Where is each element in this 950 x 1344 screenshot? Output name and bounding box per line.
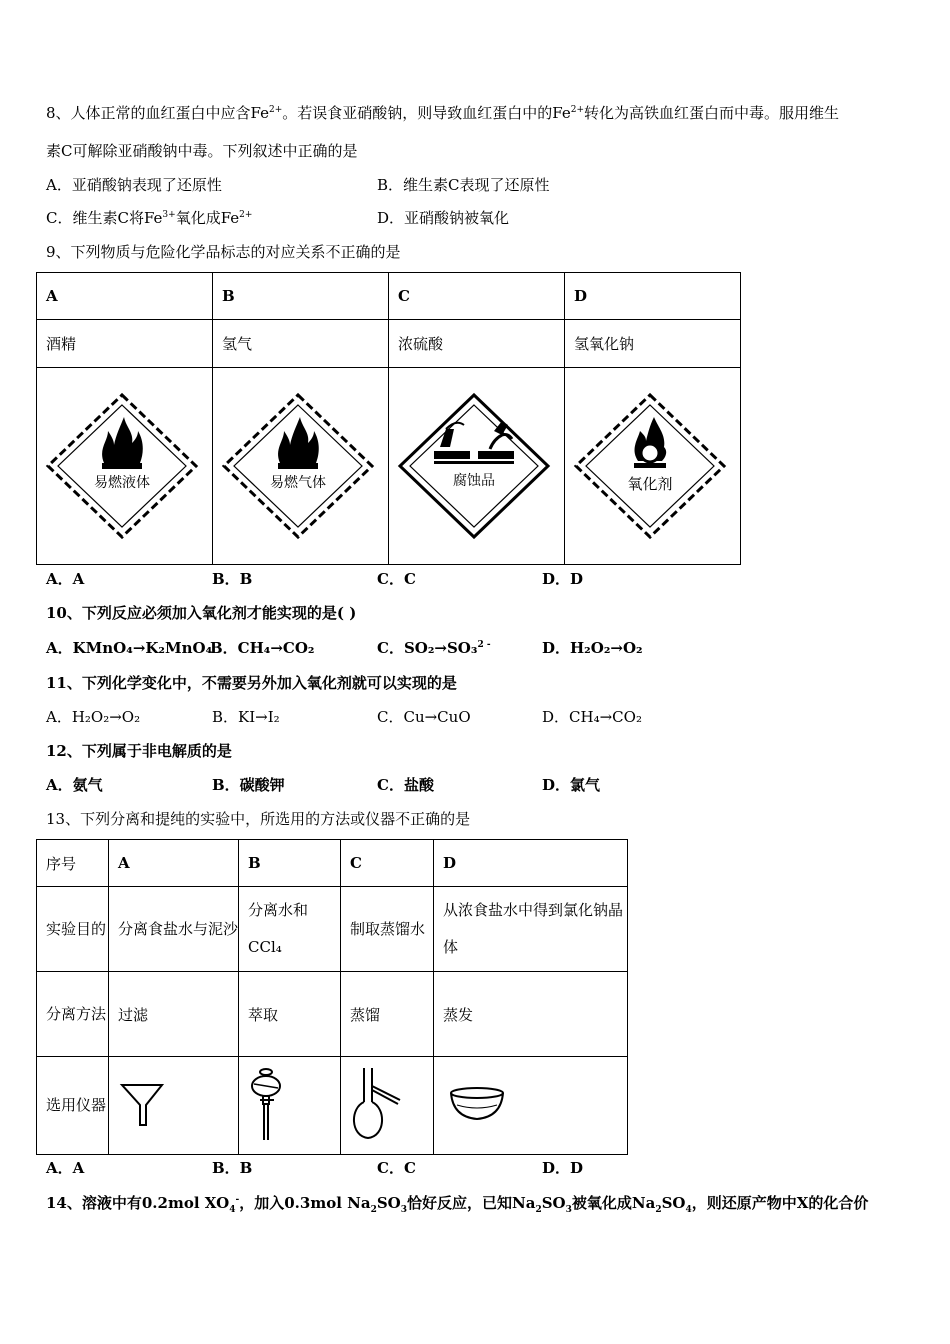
q8-sup: 2+	[239, 210, 253, 220]
q14-text: SO	[661, 1194, 686, 1212]
q9-substance-a: 酒精	[37, 320, 213, 368]
q11-option-a-text: A．H₂O₂→O₂	[46, 708, 141, 726]
q9-sign-cell-b	[213, 368, 389, 565]
q13-option-b[interactable]: B．B	[212, 1159, 253, 1177]
q13-purpose-a: 分离食盐水与泥沙	[109, 887, 239, 972]
q11-option-b-text: B．KI→I₂	[212, 708, 280, 726]
q10-stem: 10、下列反应必须加入氧化剂才能实现的是( )	[46, 604, 357, 622]
q9-stem: 9、下列物质与危险化学品标志的对应关系不正确的是	[46, 243, 401, 261]
q13-method-b: 萃取	[239, 972, 341, 1057]
q8-text: 。若误食亚硝酸钠，则导致血红蛋白中的Fe	[282, 104, 571, 122]
q13-col-c: C	[341, 840, 434, 887]
q8-text: 转化为高铁血红蛋白而中毒。服用维生	[584, 104, 840, 122]
q12-option-d[interactable]: D．氯气	[542, 776, 601, 794]
q8-sup: 2+	[570, 105, 585, 115]
q9-sign-cell-d	[565, 368, 741, 565]
q10-option-d[interactable]: D．H₂O₂→O₂	[542, 639, 643, 657]
q14-stem	[46, 1192, 868, 1215]
sign-label-b: 易燃气体	[270, 475, 326, 491]
q9-option-c[interactable]: C．C	[377, 570, 416, 588]
q12-option-a[interactable]: A．氨气	[46, 776, 103, 794]
q9-header-c: C	[389, 273, 565, 320]
q13-instrument-cell-b	[239, 1057, 341, 1155]
q10-option-c-text: C．SO₂→SO₃	[377, 639, 478, 657]
q11-option-d[interactable]	[542, 706, 642, 727]
q8-sup: 2+	[269, 105, 283, 115]
q12-option-b[interactable]: B．碳酸钾	[212, 776, 285, 794]
q9-substance-b: 氢气	[213, 320, 389, 368]
q9-substance-c: 浓硫酸	[389, 320, 565, 368]
oxidizer-icon	[570, 391, 730, 541]
sign-label-d: 氧化剂	[627, 475, 673, 493]
q14-sub: 3	[565, 1205, 572, 1215]
q13-option-c[interactable]: C．C	[377, 1159, 416, 1177]
q13-purpose-d: 从浓食盐水中得到氯化钠晶体	[434, 887, 628, 972]
q9-sign-cell-c	[389, 368, 565, 565]
q13-option-a[interactable]: A．A	[46, 1159, 85, 1177]
q13-purpose-c: 制取蒸馏水	[341, 887, 434, 972]
q14-sub: 4	[229, 1205, 236, 1215]
q9-option-b[interactable]: B．B	[212, 570, 253, 588]
q8-option-c-text: 氧化成Fe	[175, 209, 240, 227]
q13-instrument-cell-a	[109, 1057, 239, 1155]
q9-header-d: D	[565, 273, 741, 320]
q14-sup: -	[235, 1195, 240, 1205]
q9-table	[36, 272, 741, 565]
funnel-icon	[118, 1079, 168, 1129]
q10-option-c[interactable]	[377, 637, 491, 658]
evaporating-dish-icon	[443, 1079, 513, 1129]
q9-sign-cell-a	[37, 368, 213, 565]
q8-sup: 3+	[162, 210, 176, 220]
q9-header-a: A	[37, 273, 213, 320]
q8-option-b[interactable]: B．维生素C表现了还原性	[377, 176, 550, 194]
q13-method-a: 过滤	[109, 972, 239, 1057]
q14-text: SO	[541, 1194, 566, 1212]
q13-row-header-method: 分离方法	[37, 972, 109, 1057]
q11-option-b[interactable]	[212, 706, 280, 727]
q14-sub: 3	[400, 1205, 407, 1215]
q8-stem-line2: 素C可解除亚硝酸钠中毒。下列叙述中正确的是	[46, 142, 358, 160]
q14-sub: 2	[370, 1205, 377, 1215]
q14-text: 被氧化成Na	[571, 1194, 656, 1212]
q13-col-b: B	[239, 840, 341, 887]
q14-text: SO	[376, 1194, 401, 1212]
q8-text: 8、人体正常的血红蛋白中应含Fe	[46, 104, 270, 122]
q13-purpose-b: 分离水和CCl₄	[239, 887, 341, 972]
q13-col-a: A	[109, 840, 239, 887]
flammable-liquid-icon	[42, 391, 202, 541]
q8-option-c[interactable]	[46, 207, 252, 228]
q13-method-c: 蒸馏	[341, 972, 434, 1057]
q14-text: 恰好反应，已知Na	[407, 1194, 536, 1212]
q13-row-header-purpose: 实验目的	[37, 887, 109, 972]
q13-stem: 13、下列分离和提纯的实验中，所选用的方法或仪器不正确的是	[46, 810, 471, 828]
q8-option-a[interactable]: A．亚硝酸钠表现了还原性	[46, 176, 222, 194]
q10-option-c-sup: 2 -	[477, 640, 491, 650]
q13-col-d: D	[434, 840, 628, 887]
q11-option-d-text: D．CH₄→CO₂	[542, 708, 642, 726]
q13-instrument-cell-d	[434, 1057, 628, 1155]
q11-option-c-text: C．Cu→CuO	[377, 708, 471, 726]
q14-text: ，则还原产物中X的化合价	[691, 1194, 869, 1212]
q13-method-d: 蒸发	[434, 972, 628, 1057]
q13-table	[36, 839, 628, 1155]
sign-label-c: 腐蚀品	[453, 473, 495, 489]
q13-instrument-cell-c	[341, 1057, 434, 1155]
q12-option-c[interactable]: C．盐酸	[377, 776, 434, 794]
q8-option-c-text: C．维生素C将Fe	[46, 209, 163, 227]
q14-text: 14、溶液中有0.2mol XO	[46, 1194, 230, 1212]
q13-option-d[interactable]: D．D	[542, 1159, 584, 1177]
flammable-gas-icon	[218, 391, 378, 541]
sign-label-a: 易燃液体	[94, 475, 150, 491]
q13-row-header-instrument: 选用仪器	[37, 1057, 109, 1155]
q14-sub: 4	[685, 1205, 692, 1215]
q9-substance-d: 氢氧化钠	[565, 320, 741, 368]
q9-option-d[interactable]: D．D	[542, 570, 584, 588]
q11-stem: 11、下列化学变化中，不需要另外加入氧化剂就可以实现的是	[46, 674, 457, 692]
q12-stem: 12、下列属于非电解质的是	[46, 742, 232, 760]
q14-sub: 2	[655, 1205, 662, 1215]
q10-option-a[interactable]: A．KMnO₄→K₂MnO₄	[46, 639, 213, 657]
q11-option-c[interactable]	[377, 706, 471, 727]
q14-text: ，加入0.3mol Na	[239, 1194, 371, 1212]
distilling-flask-icon	[350, 1064, 410, 1144]
q14-sub: 2	[535, 1205, 542, 1215]
corrosive-icon	[394, 391, 554, 541]
q9-option-a[interactable]: A．A	[46, 570, 85, 588]
q9-header-b: B	[213, 273, 389, 320]
q10-option-b[interactable]: B．CH₄→CO₂	[210, 639, 315, 657]
q13-row-header-index: 序号	[37, 840, 109, 887]
q11-option-a[interactable]	[46, 706, 140, 727]
q8-stem-line1	[46, 102, 839, 123]
q8-option-d[interactable]: D．亚硝酸钠被氧化	[377, 209, 510, 227]
separatory-funnel-icon	[248, 1064, 288, 1144]
